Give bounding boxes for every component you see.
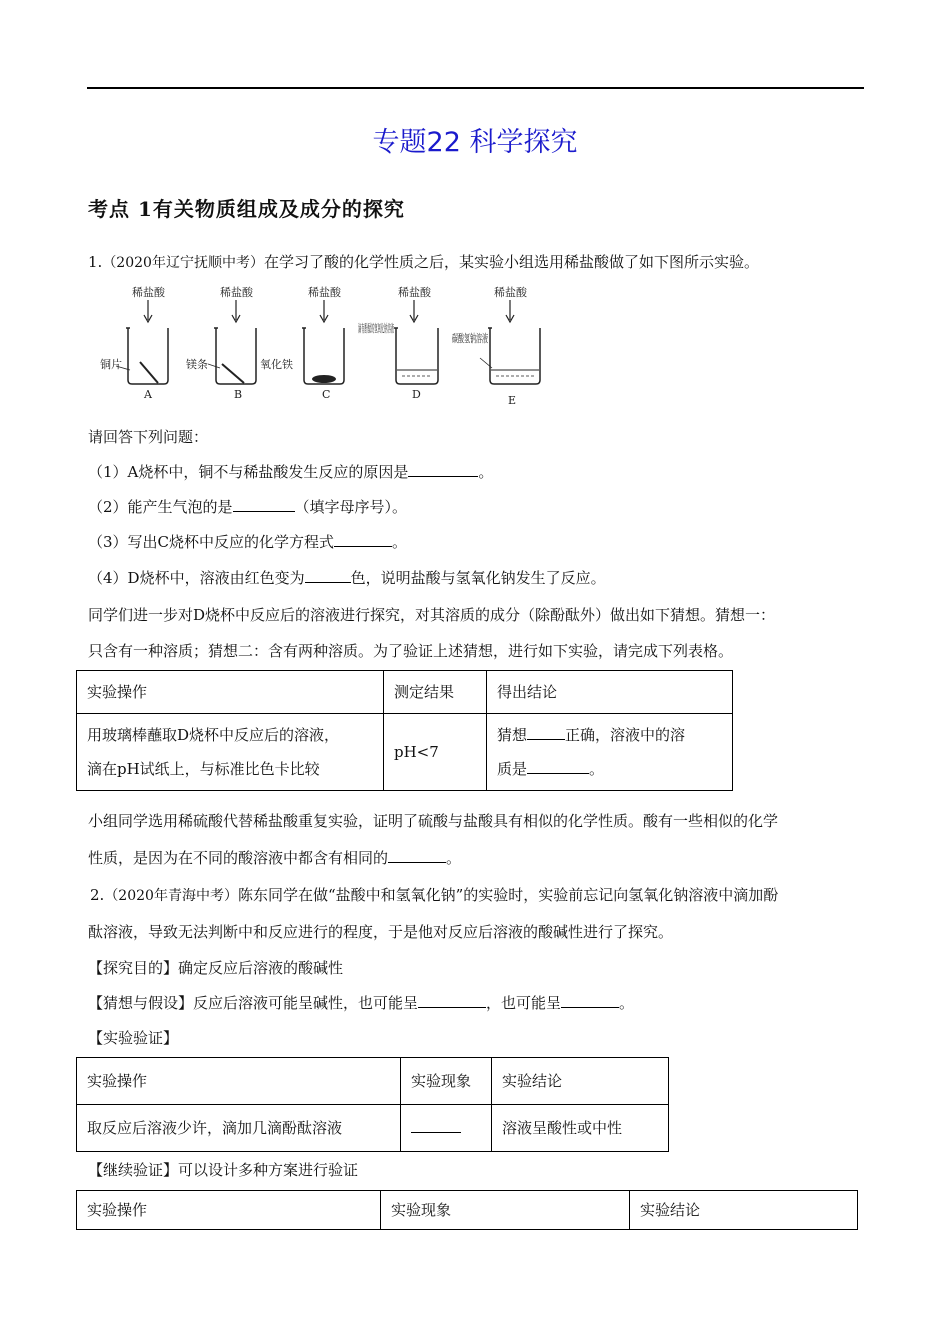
acid-label-e: 稀盐酸: [494, 286, 527, 299]
table-header: 实验操作: [77, 1191, 381, 1230]
q1-table: [76, 670, 733, 791]
q1-source: （2020年辽宁抚顺中考）: [102, 255, 264, 271]
q2-table2: [76, 1190, 858, 1230]
q2-source: （2020年青海中考）: [104, 888, 238, 904]
beaker-a: [100, 285, 168, 401]
table-header: 测定结果: [384, 671, 487, 714]
header-rule: [87, 87, 864, 89]
q1-intro: [88, 252, 759, 273]
table-cell-phenomenon: [401, 1105, 492, 1152]
q2-number: 2.: [90, 886, 105, 904]
q1-para3: 小组同学选用稀硫酸代替稀盐酸重复实验，证明了硫酸与盐酸具有相似的化学性质。酸有一些相似的化学: [88, 812, 779, 830]
letter-b: B: [234, 388, 243, 401]
table-header: 实验结论: [492, 1058, 669, 1105]
answer-blank[interactable]: [334, 532, 392, 547]
q2-continue-heading: 【继续验证】可以设计多种方案进行验证: [88, 1161, 359, 1179]
beaker-b: [186, 285, 256, 401]
q1-para1: 同学们进一步对D烧杯中反应后的溶液进行探究，对其溶质的成分（除酚酞外）做出如下猜想。猜想一：: [88, 606, 776, 624]
side-label-d: 滴有酚酞的氢氧化钠溶液: [358, 322, 479, 335]
table-cell-conclusion: 溶液呈酸性或中性: [492, 1105, 669, 1152]
q1-sub1: （1）A烧杯中，铜不与稀盐酸发生反应的原因是 。: [88, 463, 494, 481]
answer-blank[interactable]: [388, 848, 446, 863]
side-label-c: 氧化铁: [260, 358, 293, 371]
letter-c: C: [322, 388, 331, 401]
table-header: 实验操作: [77, 671, 384, 714]
q1-para2: 只含有一种溶质；猜想二：含有两种溶质。为了验证上述猜想，进行如下实验，请完成下列表格。: [88, 642, 734, 660]
table-header: 实验结论: [630, 1191, 858, 1230]
q2-intro: 2.（2020年青海中考）陈东同学在做“盐酸中和氢氧化钠”的实验时，实验前忘记向氢氧化钠溶液中滴加酚: [90, 886, 779, 904]
table-cell-conclusion: 猜想 正确，溶液中的溶 质是 。: [487, 714, 733, 791]
q1-sub2: （2）能产生气泡的是 （填字母序号）。: [88, 498, 408, 516]
beaker-c: [260, 285, 344, 401]
letter-d: D: [412, 388, 421, 401]
side-label-a: 铜片: [100, 358, 122, 371]
q1-sub4: （4）D烧杯中，溶液由红色变为 色，说明盐酸与氢氧化钠发生了反应。: [88, 569, 606, 587]
answer-blank[interactable]: [305, 568, 351, 583]
table-header: 得出结论: [487, 671, 733, 714]
answer-blank[interactable]: [408, 462, 478, 477]
beaker-d: [358, 285, 479, 401]
answer-blank[interactable]: [527, 759, 589, 774]
answer-blank[interactable]: [411, 1118, 461, 1133]
section-heading: 考点 1有关物质组成及成分的探究: [88, 197, 405, 221]
q2-intro2: 酞溶液，导致无法判断中和反应进行的程度，于是他对反应后溶液的酸碱性进行了探究。: [88, 923, 674, 941]
letter-e: E: [508, 394, 517, 407]
q1-prompt: 请回答下列问题：: [88, 428, 209, 446]
answer-blank[interactable]: [527, 725, 565, 740]
q1-para4: 性质，是因为在不同的酸溶液中都含有相同的 。: [88, 849, 462, 867]
q1-number: 1.: [88, 253, 103, 271]
side-label-e: 碳酸氢钠溶液: [452, 332, 518, 345]
acid-label-c: 稀盐酸: [308, 286, 341, 299]
table-header: 实验现象: [381, 1191, 630, 1230]
acid-label-b: 稀盐酸: [220, 286, 253, 299]
table-cell-result: pH<7: [384, 714, 487, 791]
answer-blank[interactable]: [561, 993, 619, 1008]
letter-a: A: [144, 388, 152, 401]
table-cell-operation: 用玻璃棒蘸取D烧杯中反应后的溶液， 滴在pH试纸上，与标准比色卡比较: [77, 714, 384, 791]
q2-hypothesis: 【猜想与假设】反应后溶液可能呈碱性，也可能呈 ，也可能呈 。: [88, 994, 635, 1012]
acid-label-a: 稀盐酸: [132, 286, 165, 299]
side-label-b: 镁条: [186, 358, 208, 371]
q1-intro-text: 在学习了酸的化学性质之后，某实验小组选用稀盐酸做了如下图所示实验。: [263, 253, 759, 271]
acid-label-d: 稀盐酸: [398, 286, 431, 299]
table-cell-operation: 取反应后溶液少许，滴加几滴酚酞溶液: [77, 1105, 401, 1152]
q2-verify-heading: 【实验验证】: [88, 1029, 179, 1047]
q2-purpose: 【探究目的】确定反应后溶液的酸碱性: [88, 959, 344, 977]
answer-blank[interactable]: [233, 497, 295, 512]
table-header: 实验操作: [77, 1058, 401, 1105]
beakers-figure: [96, 282, 566, 412]
table-header: 实验现象: [401, 1058, 492, 1105]
answer-blank[interactable]: [418, 993, 486, 1008]
q1-sub3: （3）写出C烧杯中反应的化学方程式 。: [88, 533, 408, 551]
page-title: 专题22 科学探究: [372, 127, 578, 158]
beaker-e: [452, 285, 540, 407]
q2-table1: [76, 1057, 669, 1152]
